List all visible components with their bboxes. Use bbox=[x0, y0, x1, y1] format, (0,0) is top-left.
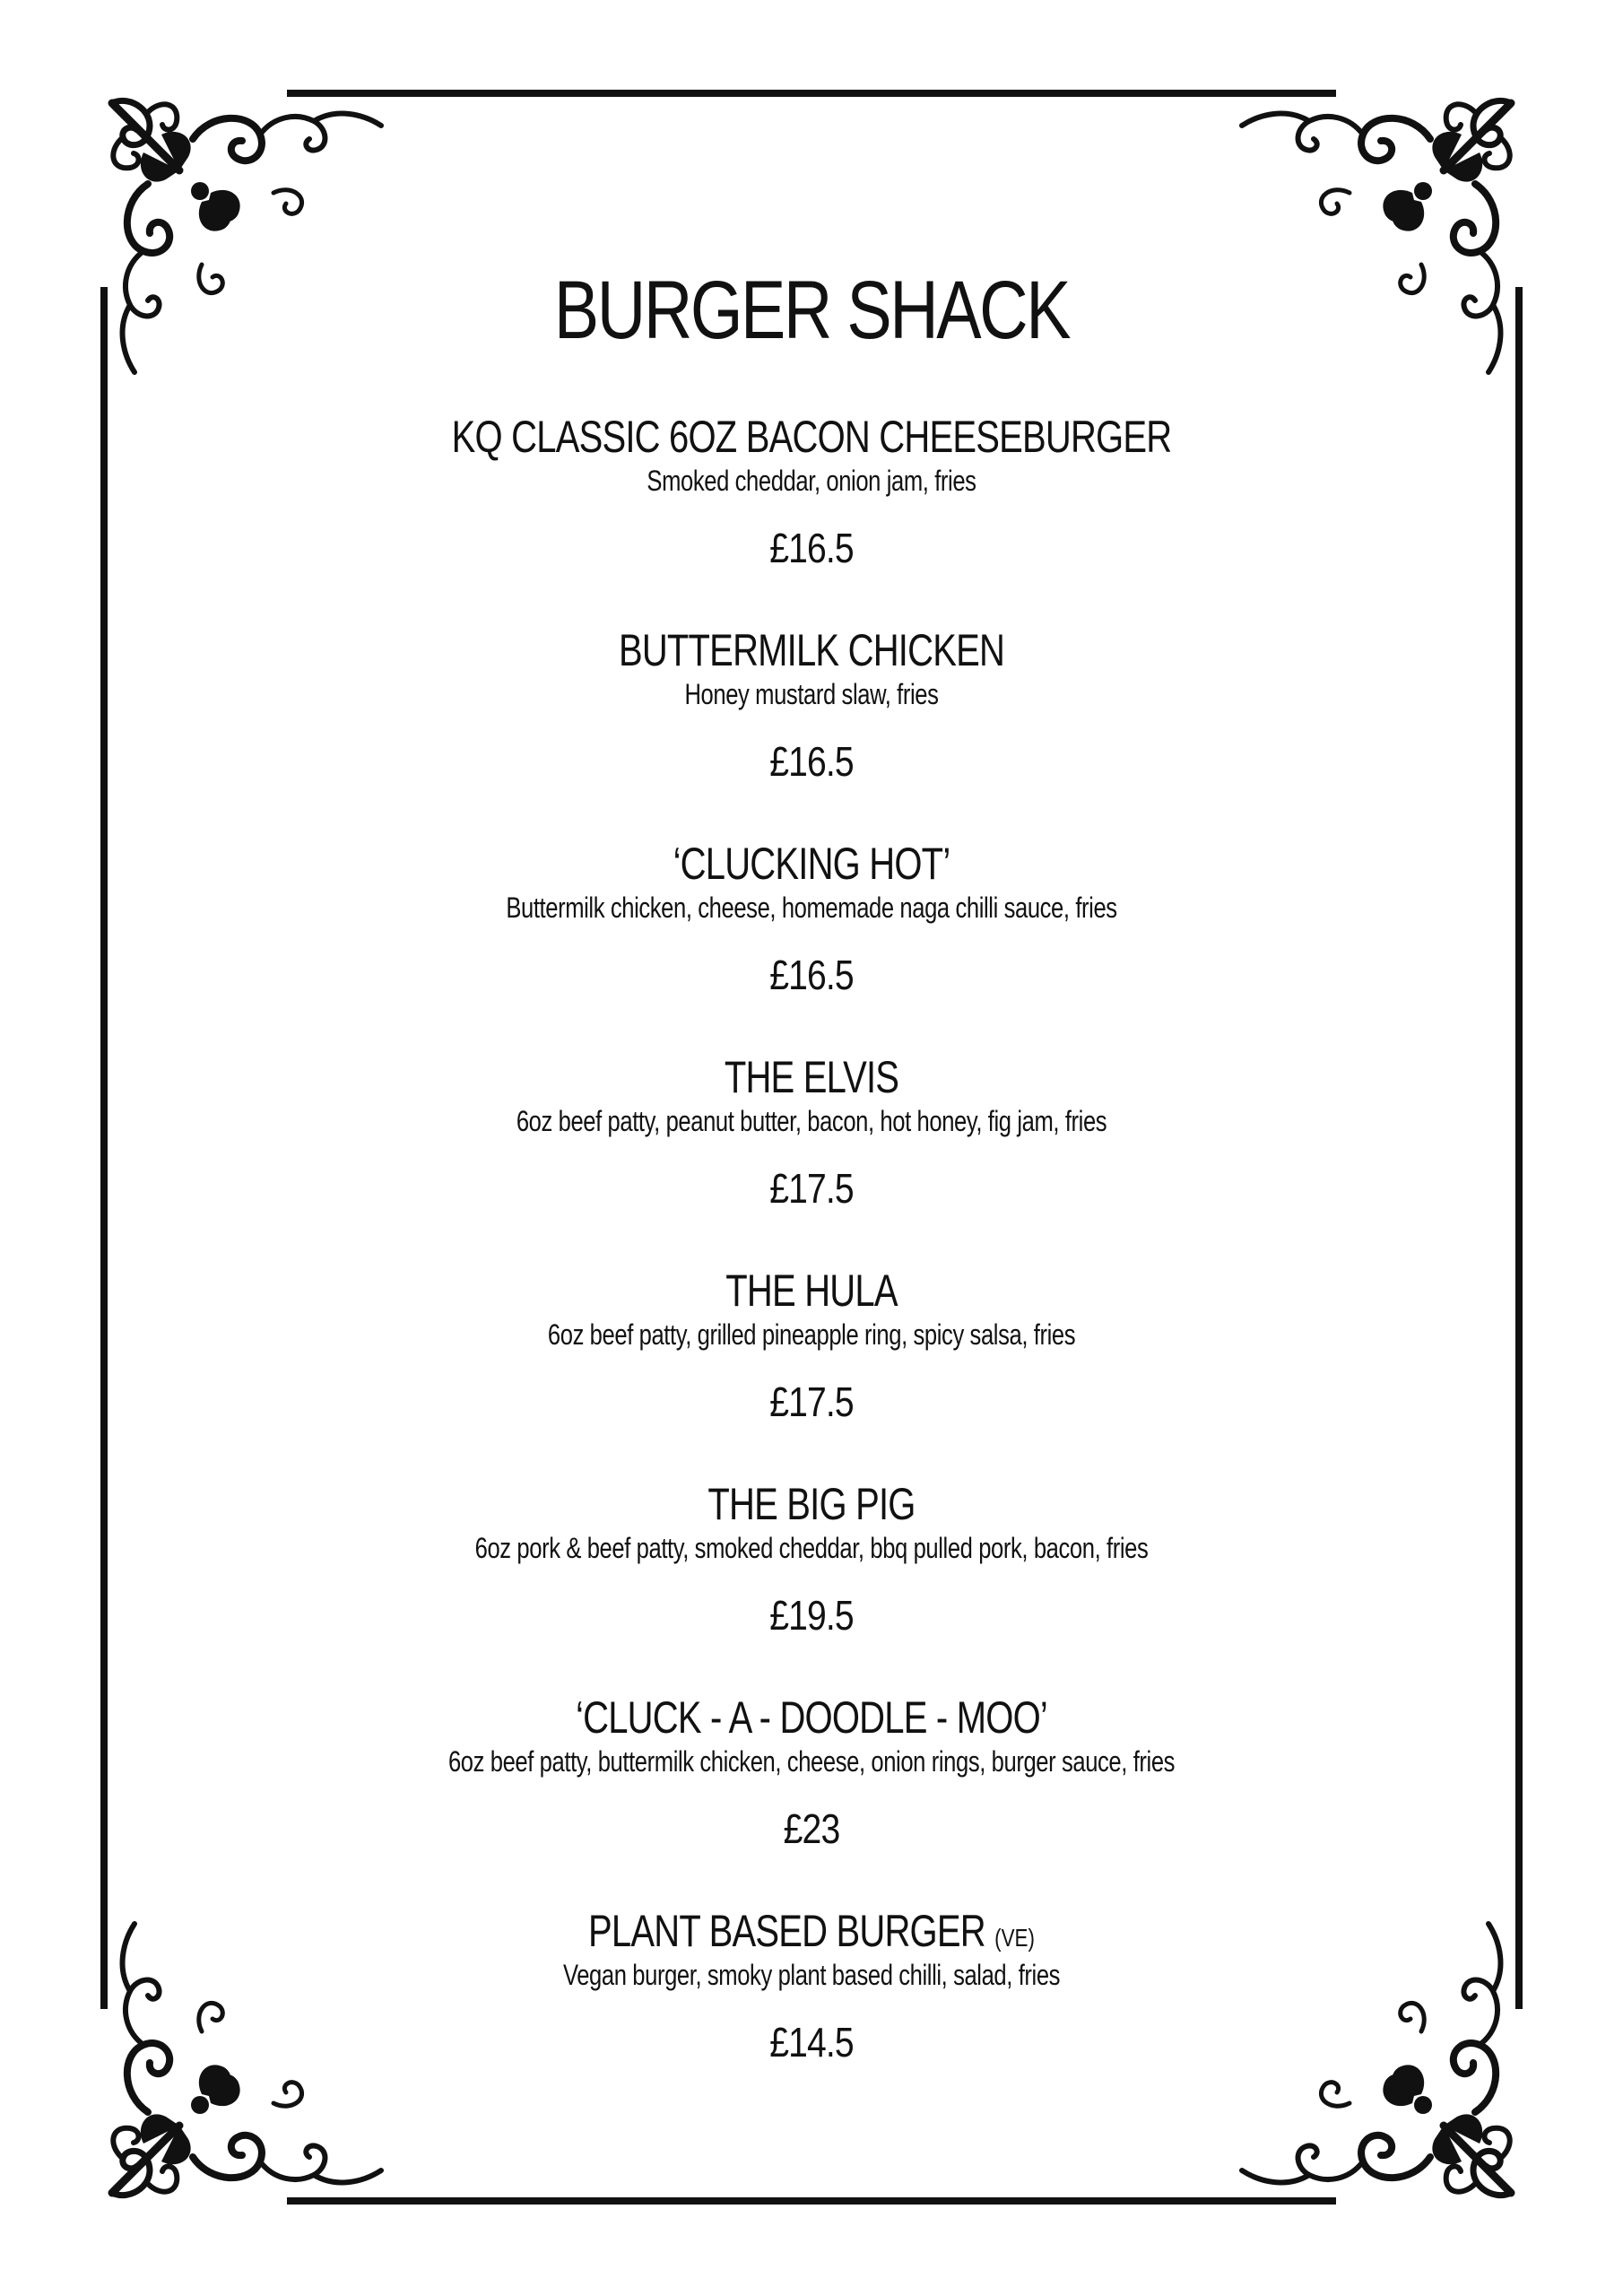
item-name: BUTTERMILK CHICKEN bbox=[618, 625, 1005, 675]
item-price: £17.5 bbox=[769, 1165, 854, 1212]
item-price: £17.5 bbox=[769, 1378, 854, 1425]
item-description: 6oz pork & beef patty, smoked cheddar, bbq pulled pork, bacon, fries bbox=[474, 1532, 1149, 1564]
item-description: Buttermilk chicken, cheese, homemade naga chilli sauce, fries bbox=[506, 891, 1117, 924]
item-name: THE HULA bbox=[725, 1265, 898, 1316]
item-name: THE BIG PIG bbox=[707, 1479, 916, 1529]
item-description: 6oz beef patty, peanut butter, bacon, hot honey, fig jam, fries bbox=[516, 1105, 1107, 1137]
item-name: ‘CLUCKING HOT’ bbox=[673, 839, 950, 889]
menu-title: BURGER SHACK bbox=[553, 265, 1070, 356]
menu-item bbox=[0, 1265, 1623, 1425]
item-price: £14.5 bbox=[769, 2019, 854, 2066]
item-price: £23 bbox=[783, 1805, 840, 1852]
vegan-tag: (VE) bbox=[994, 1924, 1035, 1952]
item-name: KQ CLASSIC 6OZ BACON CHEESEBURGER bbox=[451, 412, 1172, 462]
item-description: Smoked cheddar, onion jam, fries bbox=[647, 465, 976, 497]
item-description: Honey mustard slaw, fries bbox=[684, 678, 939, 710]
item-name: THE ELVIS bbox=[724, 1052, 899, 1102]
menu-item bbox=[0, 1052, 1623, 1212]
menu-item bbox=[0, 1692, 1623, 1852]
item-description: Vegan burger, smoky plant based chilli, salad, fries bbox=[562, 1959, 1061, 1991]
menu-item bbox=[0, 1479, 1623, 1639]
menu-item bbox=[0, 1906, 1623, 2066]
menu-item bbox=[0, 841, 1623, 996]
item-price: £16.5 bbox=[769, 952, 854, 998]
menu-item bbox=[0, 625, 1623, 785]
item-price: £16.5 bbox=[769, 738, 854, 785]
item-description: 6oz beef patty, buttermilk chicken, cheese, onion rings, burger sauce, fries bbox=[447, 1745, 1176, 1778]
menu-item bbox=[0, 414, 1623, 569]
item-description: 6oz beef patty, grilled pineapple ring, spicy salsa, fries bbox=[547, 1318, 1076, 1351]
item-name: PLANT BASED BURGER (VE) bbox=[588, 1906, 1035, 1956]
item-price: £19.5 bbox=[769, 1592, 854, 1639]
item-price: £16.5 bbox=[769, 525, 854, 571]
item-name: ‘CLUCK - A - DOODLE - MOO’ bbox=[576, 1692, 1047, 1743]
